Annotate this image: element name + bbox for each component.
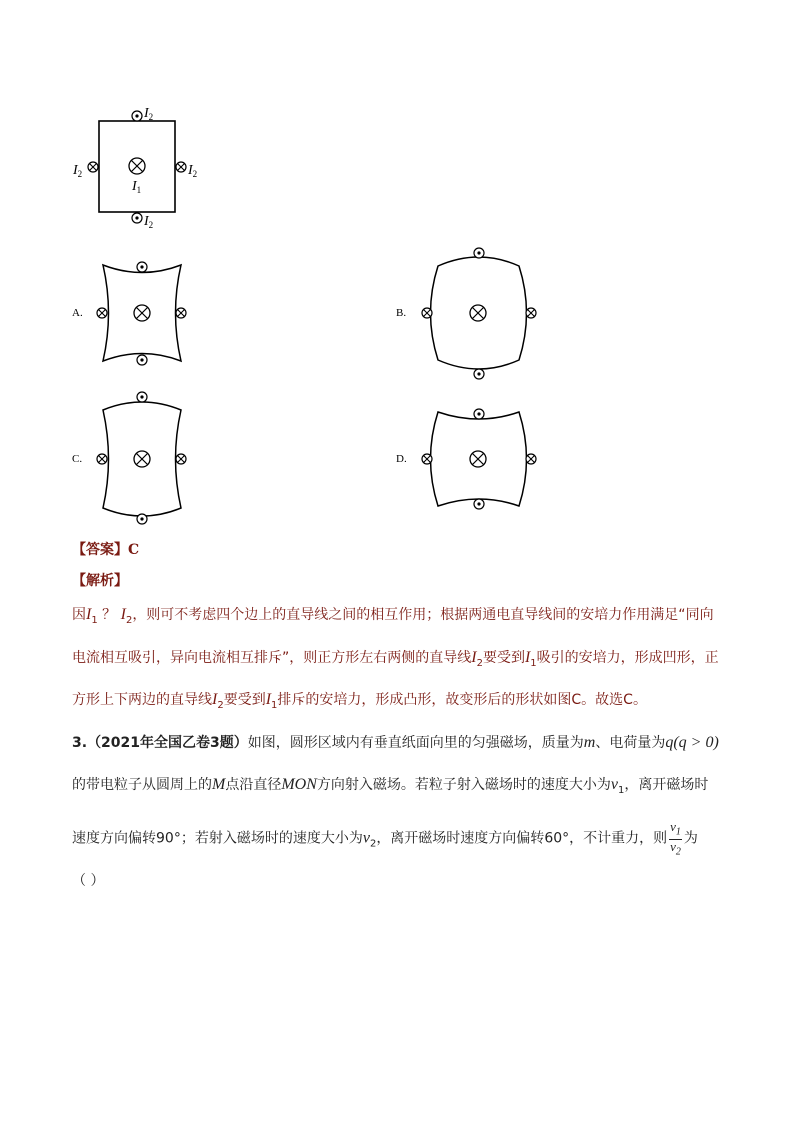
option-d-label[interactable]: D. [396,453,407,465]
answer-line [72,539,139,559]
option-a-label[interactable]: A. [72,307,83,319]
option-c-label[interactable]: C. [72,453,83,465]
analysis-line-2: 电流相互吸引，异向电流相互排斥”，则正方形左右两侧的直导线$I_2$要受到$I_1$吸引的安培力，形成凹形，正 [72,649,719,669]
question-3-line-2: 的带电粒子从圆周上的M点沿直径MON方向射入磁场。若粒子射入磁场时的速度大小为$v_1$，离开磁场时 [72,776,709,796]
question-3-line-3: 速度方向偏转90°；若射入磁场时的速度大小为$v_2$，离开磁场时速度方向偏转60°，不计重力，则 $\frac{v_1}{v_2}$ 为 [72,819,698,858]
analysis-tag: 【解析】 [72,573,128,589]
label-i2-left: $I_2$ [73,163,83,179]
question-source: （2021年全国乙卷3题） [87,735,248,751]
answer-tag: 【答案】 [72,542,128,558]
label-i1: $I_1$ [132,179,142,195]
label-i2-top: $I_2$ [144,106,154,122]
charge-condition: (q > 0) [673,734,719,751]
option-a-figure[interactable] [97,262,186,365]
analysis-line-1: 因$I_1$ ？ $I_2$，则可不考虑四个边上的直导线之间的相互作用；根据两通电直导线间的安培力作用满足“同向 [72,606,714,626]
answer-value: C [128,542,140,558]
option-d-figure[interactable] [422,409,536,509]
analysis-line-3: 方形上下两边的直导线$I_2$要受到$I_1$排斥的安培力，形成凸形，故变形后的形状如图C。故选C。 [72,691,647,711]
label-i2-right: $I_2$ [188,163,198,179]
question-number: 3. [72,735,88,751]
question-3-line-1: 3.（2021年全国乙卷3题）如图，圆形区域内有垂直纸面向里的匀强磁场，质量为m、电荷量为q(q > 0) [72,734,719,751]
option-b-label[interactable]: B. [396,307,407,319]
answer-choice-blank[interactable]: （ ） [72,873,105,889]
option-b-figure[interactable] [422,248,536,379]
option-c-figure[interactable] [97,392,186,524]
velocity-ratio-fraction: $\frac{v_1}{v_2}$ [670,819,681,858]
label-i2-bottom: $I_2$ [144,214,154,230]
